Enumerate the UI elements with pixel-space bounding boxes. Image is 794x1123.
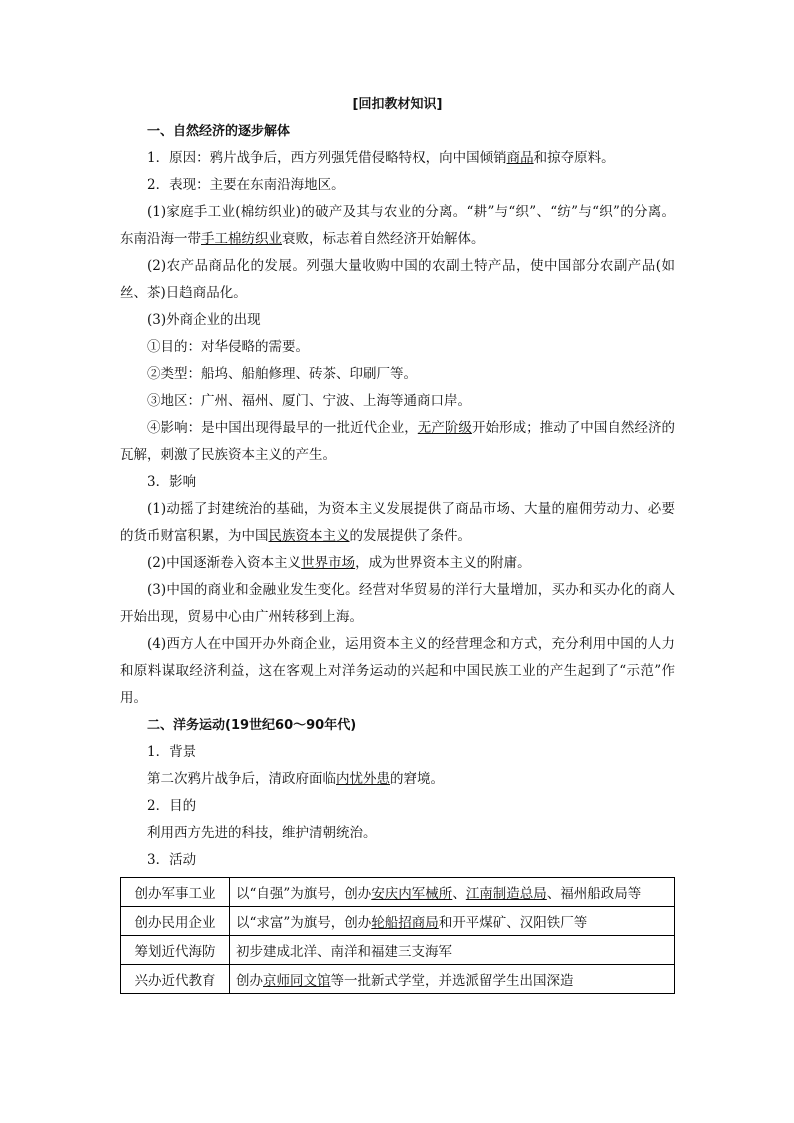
table-cell-label: 筹划近代海防: [121, 936, 230, 965]
paragraph: (3)中国的商业和金融业发生变化。经营对华贸易的洋行大量增加，买办和买办化的商人开始出现，贸易中心由广州转移到上海。: [120, 582, 675, 625]
keyword-underlined: 手工棉纺织业: [201, 231, 282, 247]
paragraph: ④影响：是中国出现得最早的一批近代企业，无产阶级开始形成；推动了中国自然经济的瓦解，刺激了民族资本主义的产生。: [120, 420, 676, 463]
paragraph: ③地区：广州、福州、厦门、宁波、上海等通商口岸。: [147, 393, 471, 409]
paragraph: (3)外商企业的出现: [147, 312, 261, 328]
paragraph: (1)家庭手工业(棉纺织业)的破产及其与农业的分离。“耕”与“织”、“纺”与“织”的分离。东南沿海一带手工棉纺织业衰败，标志着自然经济开始解体。: [120, 204, 675, 247]
paragraph: 1．原因：鸦片战争后，西方列强凭借侵略特权，向中国倾销商品和掠夺原料。: [147, 150, 615, 166]
keyword-underlined: 民族资本主义: [268, 528, 350, 544]
table-row: [121, 965, 675, 994]
keyword-underlined: 世界市场: [301, 555, 356, 571]
table-cell-label: 创办军事工业: [121, 878, 230, 907]
subheading: 1．背景: [147, 744, 197, 760]
page-title: [回扣教材知识]: [352, 97, 443, 112]
subheading: 2．目的: [147, 798, 197, 814]
keyword-underlined: 京师同文馆: [263, 973, 331, 989]
table-cell-content: 以“自强”为旗号，创办安庆内军械所、江南制造总局、福州船政局等: [230, 878, 675, 907]
table-cell-content: 以“求富”为旗号，创办轮船招商局和开平煤矿、汉阳铁厂等: [230, 907, 675, 936]
section-heading: 一、自然经济的逐步解体: [147, 124, 291, 139]
paragraph: ②类型：船坞、船舶修理、砖茶、印刷厂等。: [147, 366, 417, 382]
paragraph: ①目的：对华侵略的需要。: [147, 339, 309, 355]
paragraph: (4)西方人在中国开办外商企业，运用资本主义的经营理念和方式，充分利用中国的人力和原料谋取经济利益，这在客观上对洋务运动的兴起和中国民族工业的产生起到了“示范”作用。: [120, 636, 675, 706]
table-row: [121, 878, 675, 907]
paragraph: 第二次鸦片战争后，清政府面临内忧外患的窘境。: [147, 771, 444, 787]
activities-table: [120, 877, 675, 994]
paragraph: 利用西方先进的科技，维护清朝统治。: [147, 825, 377, 841]
table-cell-label: 创办民用企业: [121, 907, 230, 936]
document-body: [120, 92, 675, 994]
keyword-underlined: 江南制造总局: [465, 886, 547, 902]
keyword-underlined: 内忧外患: [336, 771, 390, 787]
table-cell-label: 兴办近代教育: [121, 965, 230, 994]
paragraph: (2)中国逐渐卷入资本主义世界市场，成为世界资本主义的附庸。: [147, 555, 531, 571]
section-heading: 二、洋务运动(19世纪60～90年代): [147, 718, 357, 733]
subheading: 3．活动: [147, 852, 197, 868]
subheading: 3．影响: [147, 474, 197, 490]
table-row: [121, 936, 675, 965]
keyword-underlined: 商品: [506, 150, 534, 166]
table-cell-content: 创办京师同文馆等一批新式学堂，并选派留学生出国深造: [230, 965, 675, 994]
paragraph: (1)动摇了封建统治的基础，为资本主义发展提供了商品市场、大量的雇佣劳动力、必要的货币财富积累，为中国民族资本主义的发展提供了条件。: [120, 501, 675, 544]
keyword-underlined: 无产阶级: [417, 420, 472, 436]
keyword-underlined: 轮船招商局: [371, 915, 439, 931]
keyword-underlined: 安庆内军械所: [371, 886, 453, 902]
table-row: [121, 907, 675, 936]
table-cell-content: 初步建成北洋、南洋和福建三支海军: [230, 936, 675, 965]
paragraph: (2)农产品商品化的发展。列强大量收购中国的农副土特产品，使中国部分农副产品(如丝、茶)日趋商品化。: [120, 258, 675, 301]
paragraph: 2．表现：主要在东南沿海地区。: [147, 177, 345, 193]
